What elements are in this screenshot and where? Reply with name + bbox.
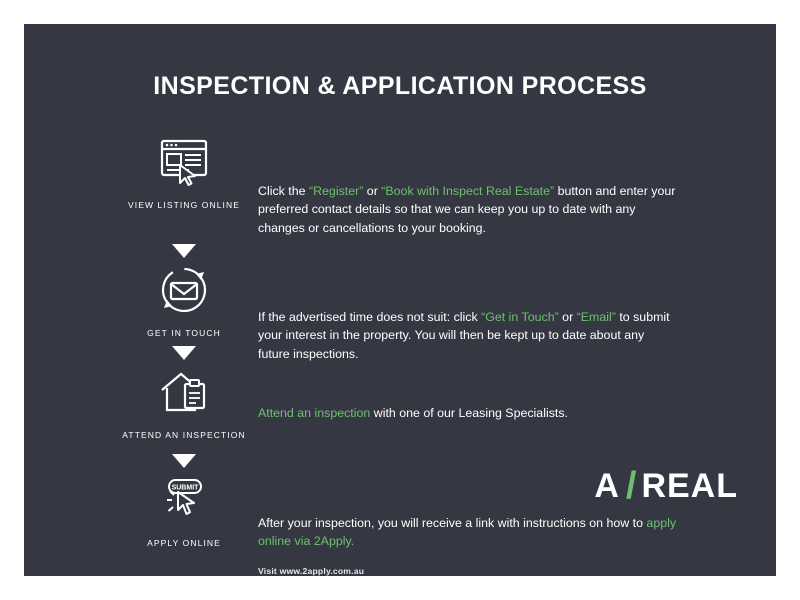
step-4-caption: APPLY ONLINE xyxy=(147,538,221,548)
logo-slash: / xyxy=(625,465,638,507)
brand-logo xyxy=(594,465,738,508)
page-title: INSPECTION & APPLICATION PROCESS xyxy=(153,72,647,100)
step-4-text-part-1: apply online via 2Apply. xyxy=(258,516,677,549)
envelope-refresh-icon xyxy=(94,262,274,318)
arrow-down-icon-1 xyxy=(172,244,196,258)
step-2-caption: GET IN TOUCH xyxy=(147,328,221,338)
arrow-down-icon-3 xyxy=(172,454,196,468)
step-2-text-part-1: “Get in Touch” xyxy=(481,310,559,324)
step-3-text-part-0: Attend an inspection xyxy=(258,406,371,420)
step-1-text-part-0: Click the xyxy=(258,184,309,198)
step-1-text-part-4: button and enter your preferred contact details so that we can keep you up to date with any changes or cancellations to your booking. xyxy=(258,184,676,235)
step-3-text-part-1: with one of our Leasing Specialists. xyxy=(370,406,568,420)
step-2-text-part-4: to submit your interest in the property. You will then be kept up to date about any future inspections. xyxy=(258,310,670,361)
submit-button-hand-icon xyxy=(94,472,274,528)
step-1-text-part-1: “Register” xyxy=(308,184,364,198)
arrow-down-icon-2 xyxy=(172,346,196,360)
svg-text:SUBMIT: SUBMIT xyxy=(171,484,199,492)
slide-canvas xyxy=(24,24,776,576)
house-clipboard-icon xyxy=(94,364,274,420)
listing-window-cursor-icon xyxy=(94,134,274,190)
step-1-caption: VIEW LISTING ONLINE xyxy=(127,200,241,210)
step-2-text-part-3: “Email” xyxy=(576,310,616,324)
step-3-icon-column xyxy=(94,364,274,440)
step-1-text-part-2: or xyxy=(363,184,382,198)
step-4-text-part-0: After your inspection, you will receive a link with instructions on how to xyxy=(258,516,647,530)
logo-text-left: A xyxy=(594,467,620,505)
step-1-text xyxy=(258,182,678,237)
step-4-text xyxy=(258,514,678,577)
step-2-icon-column xyxy=(94,262,274,338)
step-4-note: Visit www.2apply.com.au xyxy=(258,565,365,576)
step-2-text-part-2: or xyxy=(558,310,577,324)
step-3-caption: ATTEND AN INSPECTION xyxy=(122,430,246,440)
step-4-icon-column xyxy=(94,472,274,548)
logo-text-right: REAL xyxy=(641,467,738,505)
step-2-text-part-0: If the advertised time does not suit: click xyxy=(258,310,482,324)
step-1-icon-column xyxy=(94,134,274,210)
step-1-text-part-3: “Book with Inspect Real Estate” xyxy=(381,184,555,198)
step-3-text xyxy=(258,404,678,422)
step-2-text xyxy=(258,308,678,363)
